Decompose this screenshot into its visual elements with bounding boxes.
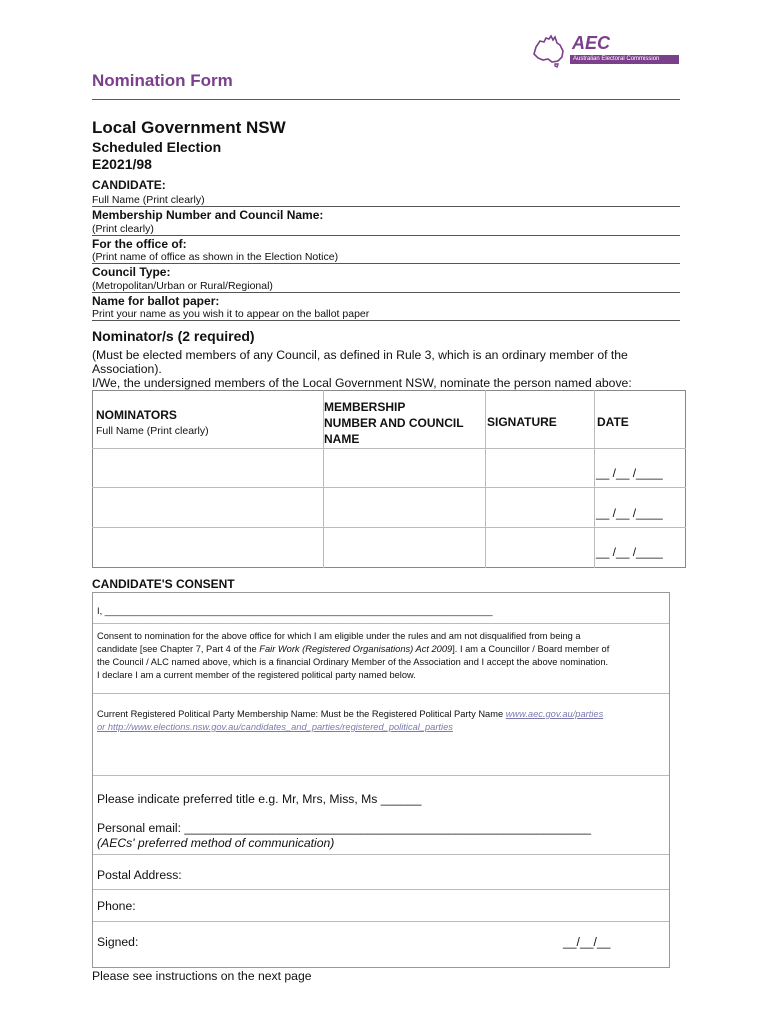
consent-text-3: the Council / ALC named above, which is a financial Ordinary Member of the Association and I accept the above nomination. xyxy=(97,657,609,667)
election-code: E2021/98 xyxy=(92,156,152,172)
consent-text-2: candidate [see Chapter 7, Part 4 of the Fair Work (Registered Organisations) Act 2009]. I am a Councillor / Board member of xyxy=(97,644,610,654)
table-divider xyxy=(485,390,486,568)
aec-logo xyxy=(530,33,680,69)
date-field-row2[interactable]: __ /__ /____ xyxy=(596,506,663,520)
consent-divider xyxy=(93,775,669,776)
nominators-statement: I/We, the undersigned members of the Local Government NSW, nominate the person named above: xyxy=(92,376,632,390)
phone-field[interactable]: Phone: xyxy=(97,899,136,913)
nsw-parties-link[interactable]: or http://www.elections.nsw.gov.au/candidates_and_parties/registered_political_parties xyxy=(97,722,453,732)
nominators-heading: Nominator/s (2 required) xyxy=(92,328,255,344)
col-nominators-hint: Full Name (Print clearly) xyxy=(96,425,209,437)
ballot-name-label: Name for ballot paper: xyxy=(92,294,220,308)
preferred-title-field[interactable]: Please indicate preferred title e.g. Mr, Mrs, Miss, Ms ______ xyxy=(97,792,422,806)
party-link-2-wrap xyxy=(97,721,667,734)
consent-box xyxy=(92,592,670,968)
email-field[interactable]: Personal email: ____________________________________________________________ xyxy=(97,821,592,835)
nominators-note-line1: (Must be elected members of any Council, as defined in Rule 3, which is an ordinary member of the xyxy=(92,348,628,362)
header-divider xyxy=(92,99,680,100)
consent-text-1: Consent to nomination for the above office for which I am eligible under the rules and am not disqualified from being a xyxy=(97,631,581,641)
col-nominators: NOMINATORS xyxy=(96,408,177,422)
form-title: Nomination Form xyxy=(92,71,233,90)
full-name-hint: Full Name (Print clearly) xyxy=(92,194,205,206)
col-membership-line2: NUMBER AND COUNCIL xyxy=(324,416,464,430)
aec-parties-link[interactable]: www.aec.gov.au/parties xyxy=(505,709,604,719)
consent-name-line[interactable]: I, ___________________________________________________________________________ xyxy=(97,606,493,616)
footer-note: Please see instructions on the next page xyxy=(92,969,312,983)
col-date: DATE xyxy=(597,415,629,429)
col-membership-line1: MEMBERSHIP xyxy=(324,400,406,414)
col-membership-line3: NAME xyxy=(324,432,360,446)
council-type-label: Council Type: xyxy=(92,265,171,279)
date-field-row1[interactable]: __ /__ /____ xyxy=(596,466,663,480)
ballot-name-hint: Print your name as you wish it to appear on the ballot paper xyxy=(92,308,370,320)
membership-hint: (Print clearly) xyxy=(92,223,154,235)
postal-address-field[interactable]: Postal Address: xyxy=(97,868,182,882)
table-divider xyxy=(92,448,686,449)
email-note: (AECs' preferred method of communication) xyxy=(97,836,335,850)
council-type-field[interactable] xyxy=(92,292,680,293)
office-hint: (Print name of office as shown in the Election Notice) xyxy=(92,251,339,263)
table-divider xyxy=(92,487,686,488)
consent-divider xyxy=(93,693,669,694)
col-signature: SIGNATURE xyxy=(487,415,557,429)
consent-divider xyxy=(93,623,669,624)
ballot-name-field[interactable] xyxy=(92,320,680,321)
page-title: Local Government NSW xyxy=(92,118,286,137)
consent-divider xyxy=(93,889,669,890)
signed-date-field[interactable]: __/__/__ xyxy=(563,935,611,949)
logo-text: AEC xyxy=(572,33,611,53)
consent-heading: CANDIDATE'S CONSENT xyxy=(92,577,235,591)
consent-divider xyxy=(93,854,669,855)
party-label: Current Registered Political Party Membership Name: Must be the Registered Political Party Name www.aec.gov.au/parties xyxy=(97,709,604,719)
australia-map-icon xyxy=(530,33,568,69)
date-field-row3[interactable]: __ /__ /____ xyxy=(596,545,663,559)
signed-field[interactable]: Signed: xyxy=(97,935,139,949)
nominators-note-line2: Association). xyxy=(92,362,162,376)
table-divider xyxy=(594,390,595,568)
page-subtitle: Scheduled Election xyxy=(92,139,222,155)
table-divider xyxy=(92,527,686,528)
membership-label: Membership Number and Council Name: xyxy=(92,208,324,222)
office-field[interactable] xyxy=(92,263,680,264)
full-name-field[interactable] xyxy=(92,206,680,207)
consent-divider xyxy=(93,921,669,922)
logo-subtext: Australian Electoral Commission xyxy=(570,55,679,64)
council-type-hint: (Metropolitan/Urban or Rural/Regional) xyxy=(92,280,273,292)
consent-text-4: I declare I am a current member of the registered political party named below. xyxy=(97,670,416,680)
membership-field[interactable] xyxy=(92,235,680,236)
office-label: For the office of: xyxy=(92,237,187,251)
nominators-table xyxy=(92,390,686,568)
candidate-label: CANDIDATE: xyxy=(92,178,166,192)
